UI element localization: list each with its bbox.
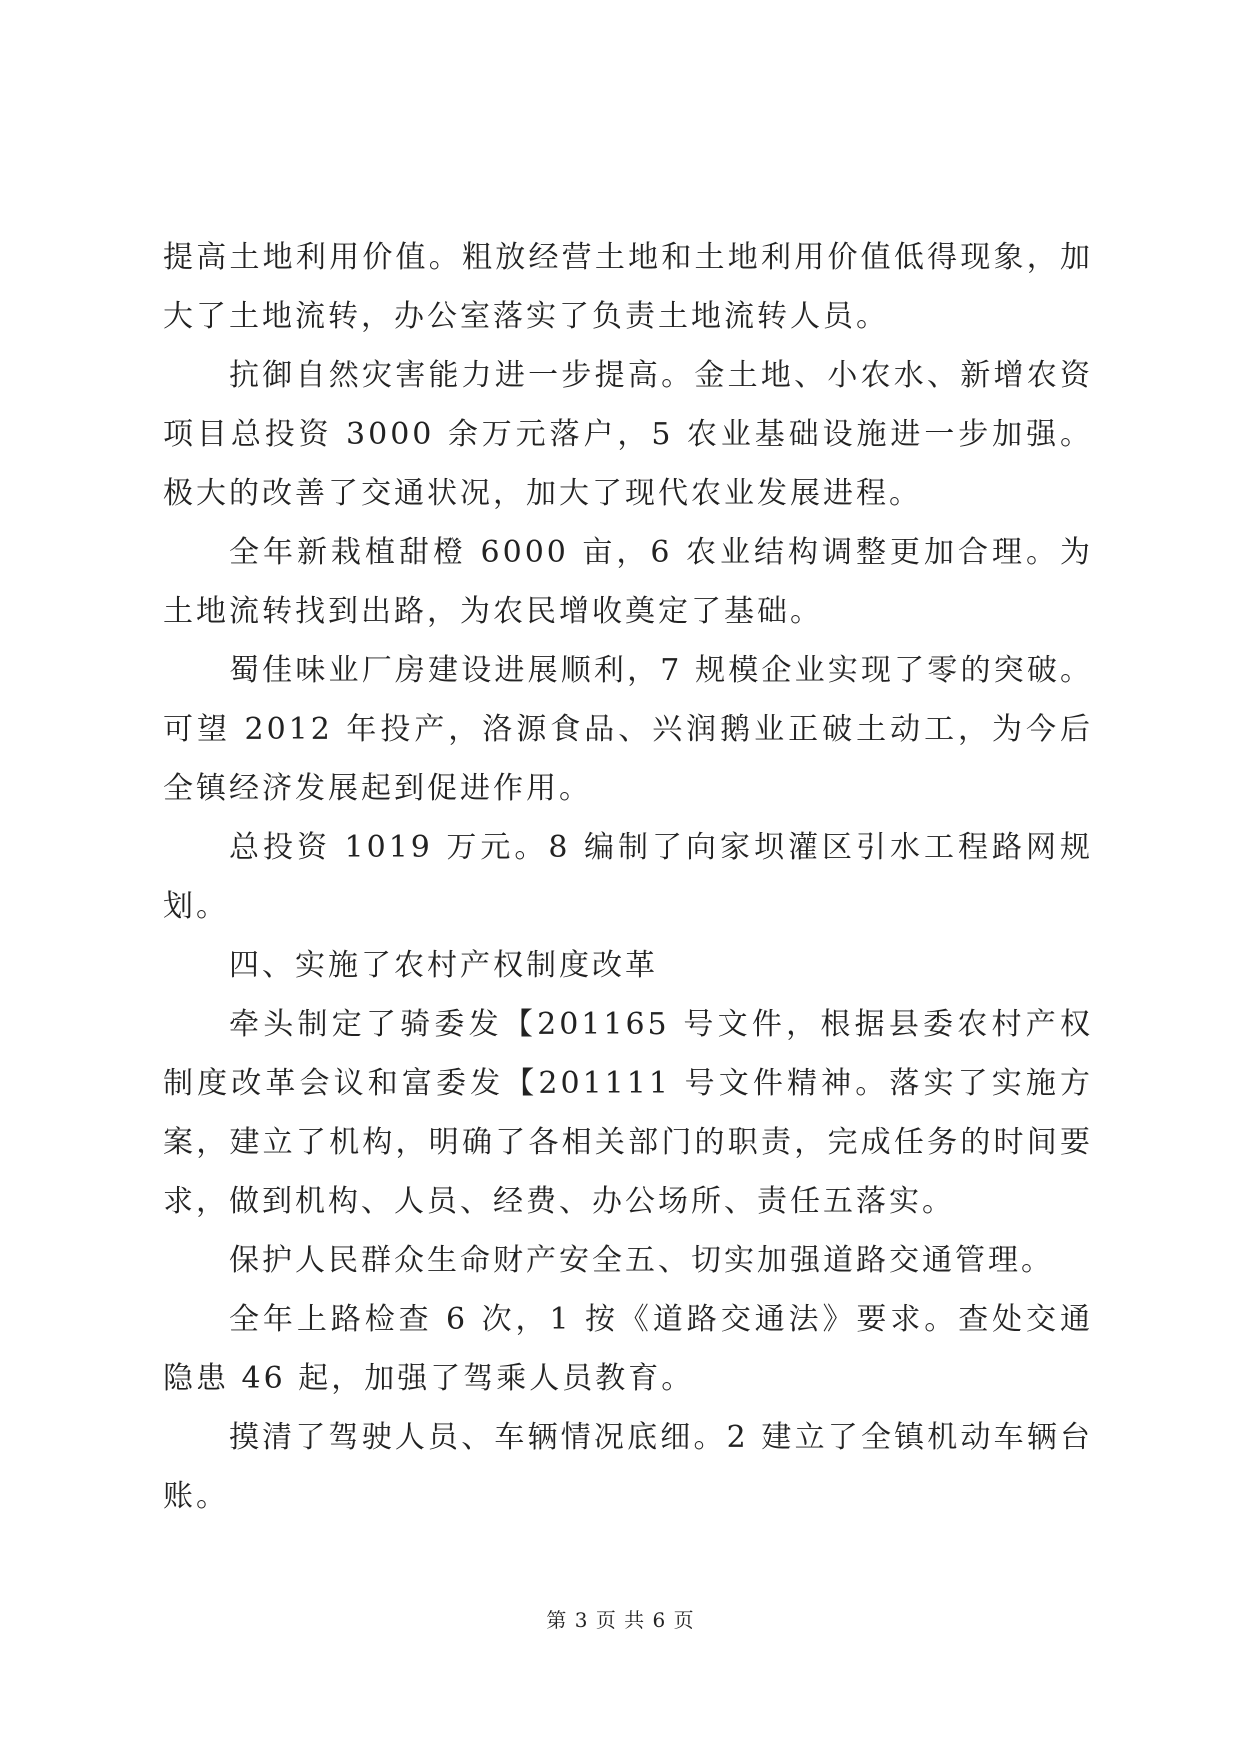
section-heading: 四、实施了农村产权制度改革 (229, 948, 658, 983)
document-body (163, 228, 1093, 1526)
paragraph-5: 总投资 1019 万元。8 编制了向家坝灌区引水工程路网规划。 (163, 830, 1093, 924)
paragraph-4: 蜀佳味业厂房建设进展顺利，7 规模企业实现了零的突破。可望 2012 年投产，洛源食品、兴润鹅业正破土动工，为今后全镇经济发展起到促进作用。 (163, 653, 1093, 806)
paragraph-7: 牵头制定了骑委发【201165 号文件，根据县委农村产权制度改革会议和富委发【201111 号文件精神。落实了实施方案，建立了机构，明确了各相关部门的职责，完成任务的时间要求，做到机构、人员、经费、办公场所、责任五落实。 (163, 1007, 1093, 1219)
paragraph-8: 保护人民群众生命财产安全五、切实加强道路交通管理。 (229, 1243, 1054, 1278)
paragraph-1: 提高土地利用价值。粗放经营土地和土地利用价值低得现象，加大了土地流转，办公室落实了负责土地流转人员。 (163, 240, 1093, 334)
paragraph-10: 摸清了驾驶人员、车辆情况底细。2 建立了全镇机动车辆台账。 (163, 1420, 1093, 1514)
paragraph-3: 全年新栽植甜橙 6000 亩，6 农业结构调整更加合理。为土地流转找到出路，为农民增收奠定了基础。 (163, 535, 1093, 629)
page-footer: 第 3 页 共 6 页 (546, 1608, 695, 1632)
paragraph-9: 全年上路检查 6 次，1 按《道路交通法》要求。查处交通隐患 46 起，加强了驾乘人员教育。 (163, 1302, 1093, 1396)
paragraph-2: 抗御自然灾害能力进一步提高。金土地、小农水、新增农资项目总投资 3000 余万元落户，5 农业基础设施进一步加强。极大的改善了交通状况，加大了现代农业发展进程。 (163, 358, 1093, 511)
